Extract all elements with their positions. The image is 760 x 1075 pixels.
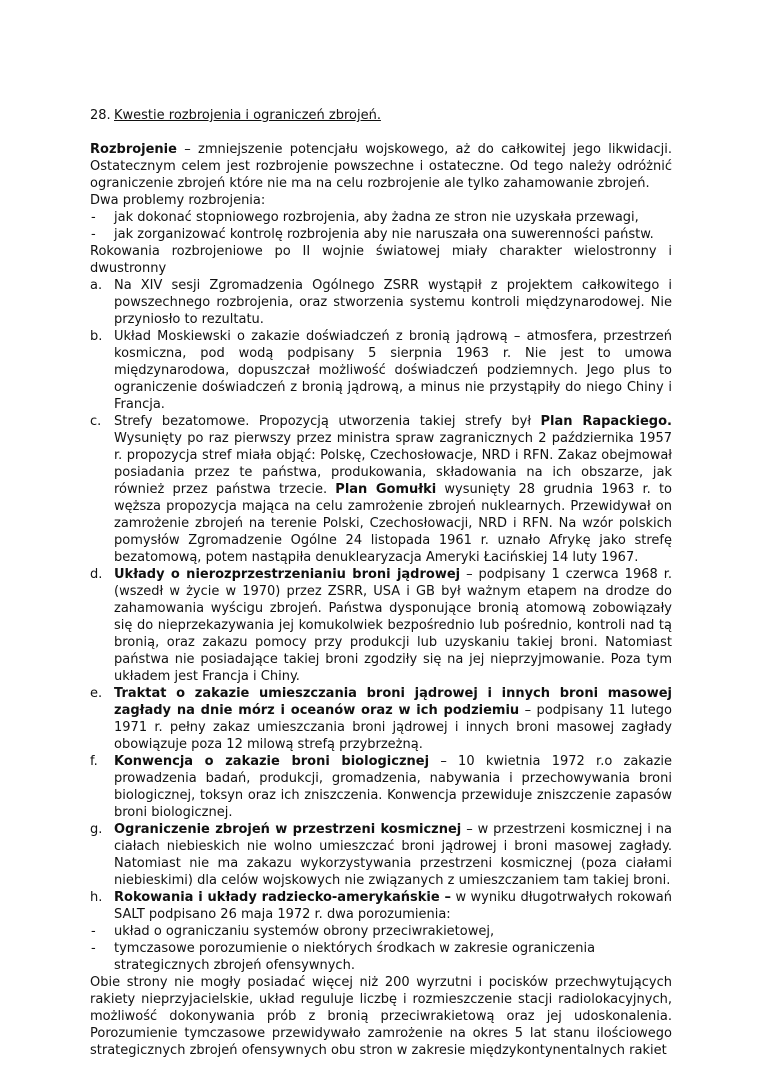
item-text: Na XIV sesji Zgromadzenia Ogólnego ZSRR wystąpił z projektem całkowitego i powszechnego rozbrojenia, oraz stworzenia systemu kontroli międzynarodowej. Nie przyniosło to rezultatu.: [114, 278, 672, 327]
item-text-part: Wysunięty po raz pierwszy przez ministra spraw zagranicznych 2 października 1957 r. propozycja stref miała objąć: Polskę, Czechosłowacje, NRD i RFN. Zakaz obejmował posiadania przez te państwa, produkowania, składowania na ich obszarze, jak również przez państwa trzecie.: [114, 431, 672, 497]
item-text: [114, 685, 672, 753]
plan-rapacki-term: Plan Rapackiego.: [540, 414, 672, 429]
item-text: [114, 889, 672, 923]
item-body: – podpisany 11 lutego 1971 r. pełny zakaz umieszczania broni jądrowej i innych broni masowej zagłady obowiązuje poza 12 milową strefą przybrzeżną.: [114, 703, 672, 752]
negotiations-paragraph: Rokowania rozbrojeniowe po II wojnie światowej miały charakter wielostronny i dwustronny: [90, 244, 672, 276]
item-body: – 10 kwietnia 1972 r.o zakazie prowadzenia badań, produkcji, gromadzenia, nabywania i przechowywania broni biologicznej, toksyn oraz ich zniszczenia. Konwencja przewiduje zniszczenie zapasów broni biologicznej.: [114, 754, 672, 820]
item-label: g.: [90, 822, 103, 837]
item-text: Układ Moskiewski o zakazie doświadczeń z bronią jądrową – atmosfera, przestrzeń kosmiczna, pod wodą podpisany 5 sierpnia 1963 r. Nie jest to umowa międzynarodowa, dopuszczał możliwość doświadczeń podziemnych. Jego plus to ograniczenie doświadczeń z bronią jądrową, a minus nie przystąpiły do niego Chiny i Francja.: [114, 329, 672, 412]
plan-gomulka-term: Plan Gomułki: [335, 482, 437, 497]
intro-text: – zmniejszenie potencjału wojskowego, aż do całkowitej jego likwidacji. Ostatecznym celem jest rozbrojenie powszechne i ostateczne. Od tego należy odróżnić ograniczenie zbrojeń które nie ma na celu rozbrojenie ale tylko zahamowanie zbrojeń.: [90, 142, 672, 191]
item-body: w wyniku długotrwałych rokowań SALT podpisano 26 maja 1972 r. dwa porozumienia:: [114, 890, 672, 922]
item-title: Traktat o zakazie umieszczania broni jądrowej i innych broni masowej zagłady na dnie mórz i oceanów oraz w ich podziemiu: [114, 686, 672, 718]
item-text: [114, 566, 672, 685]
item-text: [114, 821, 672, 889]
list-item-e: [90, 685, 672, 753]
list-item-h: [90, 889, 672, 923]
item-label: e.: [90, 686, 103, 701]
salt-agreement-item: - układ o ograniczaniu systemów obrony przeciwrakietowej,: [90, 923, 672, 940]
item-body: – podpisany 1 czerwca 1968 r. (wszedł w życie w 1970) przez ZSRR, USA i GB był ważnym etapem na drodze do zahamowania wyścigu zbrojeń. Państwa dysponujące bronią atomową zobowiązały się do nieprzekazywania jej komukolwiek bezpośrednio lub pośrednio, kontroli nad tą bronią, oraz zakazu pomocy przy produkcji lub uzyskaniu takiej broni. Natomiast państwa nie posiadające takiej broni zgodziły się na jej nieprzyjmowanie. Poza tym układem jest Francja i Chiny.: [114, 567, 672, 684]
problem-item: - jak dokonać stopniowego rozbrojenia, aby żadna ze stron nie uzyskała przewagi,: [90, 209, 672, 226]
item-title: Układy o nierozprzestrzenianiu broni jądrowej: [114, 567, 461, 582]
item-text-part: wysunięty 28 grudnia 1963 r. to węższa propozycja mająca na celu zamrożenie zbrojeń nuklearnych. Przewidywał on zamrożenie zbrojeń na terenie Polski, Czechosłowacji, NRD i RFN. Na wzór polskich pomysłów Zgromadzenie Ogólne 24 listopada 1961 r. uznało Afrykę jako strefę bezatomową, potem nastąpiła denuklearyzacja Ameryki Łacińskiej 14 luty 1967.: [114, 482, 673, 565]
intro-term: Rozbrojenie: [90, 142, 177, 157]
item-label: h.: [90, 890, 103, 905]
item-title: Konwencja o zakazie broni biologicznej: [114, 754, 430, 769]
closing-paragraph: Obie strony nie mogły posiadać więcej niż 200 wyrzutni i pocisków przechwytujących rakiety nieprzyjacielskie, układ reguluje liczbę i rozmieszczenie stacji radiolokacyjnych, możliwość dokonywania prób z bronią przeciwrakietową oraz jej udoskonalenia. Porozumienie tymczasowe przewidywało zamrożenie na okres 5 lat stanu ilościowego strategicznych zbrojeń ofensywnych obu stron w zakresie międzykontynentalnych rakiet: [90, 975, 672, 1058]
list-item-b: [90, 328, 672, 413]
item-title: Rokowania i układy radziecko-amerykańskie –: [114, 890, 451, 905]
list-item-a: [90, 277, 672, 328]
section-heading: [90, 107, 672, 124]
section-title: Kwestie rozbrojenia i ograniczeń zbrojeń.: [114, 108, 381, 123]
item-label: a.: [90, 278, 103, 293]
problems-label: Dwa problemy rozbrojenia:: [90, 193, 266, 208]
item-body: – w przestrzeni kosmicznej i na ciałach niebieskich nie wolno umieszczać broni jądrowej i broni masowej zagłady. Natomiast nie ma zakazu wykorzystywania przestrzeni kosmicznej (poza ciałami niebieskimi) dla celów wojskowych nie związanych z umieszczaniem tam takiej broni.: [114, 822, 672, 888]
item-text: [114, 753, 672, 821]
item-text-part: Strefy bezatomowe. Propozycją utworzenia takiej strefy był: [114, 414, 532, 429]
list-item-c: [90, 413, 672, 566]
item-label: f.: [90, 754, 98, 769]
intro-paragraph: [90, 141, 672, 192]
salt-agreement-item: - tymczasowe porozumienie o niektórych środkach w zakresie ograniczenia strategicznych zbrojeń ofensywnych.: [90, 940, 672, 974]
list-item-g: [90, 821, 672, 889]
item-label: d.: [90, 567, 103, 582]
section-number: 28.: [90, 108, 111, 123]
item-label: b.: [90, 329, 103, 344]
item-label: c.: [90, 414, 102, 429]
list-item-f: [90, 753, 672, 821]
item-text: [114, 413, 672, 566]
list-item-d: [90, 566, 672, 685]
problem-item: - jak zorganizować kontrolę rozbrojenia aby nie naruszała ona suwerenności państw.: [90, 226, 672, 243]
item-title: Ograniczenie zbrojeń w przestrzeni kosmicznej: [114, 822, 462, 837]
document-page: [90, 107, 672, 1059]
